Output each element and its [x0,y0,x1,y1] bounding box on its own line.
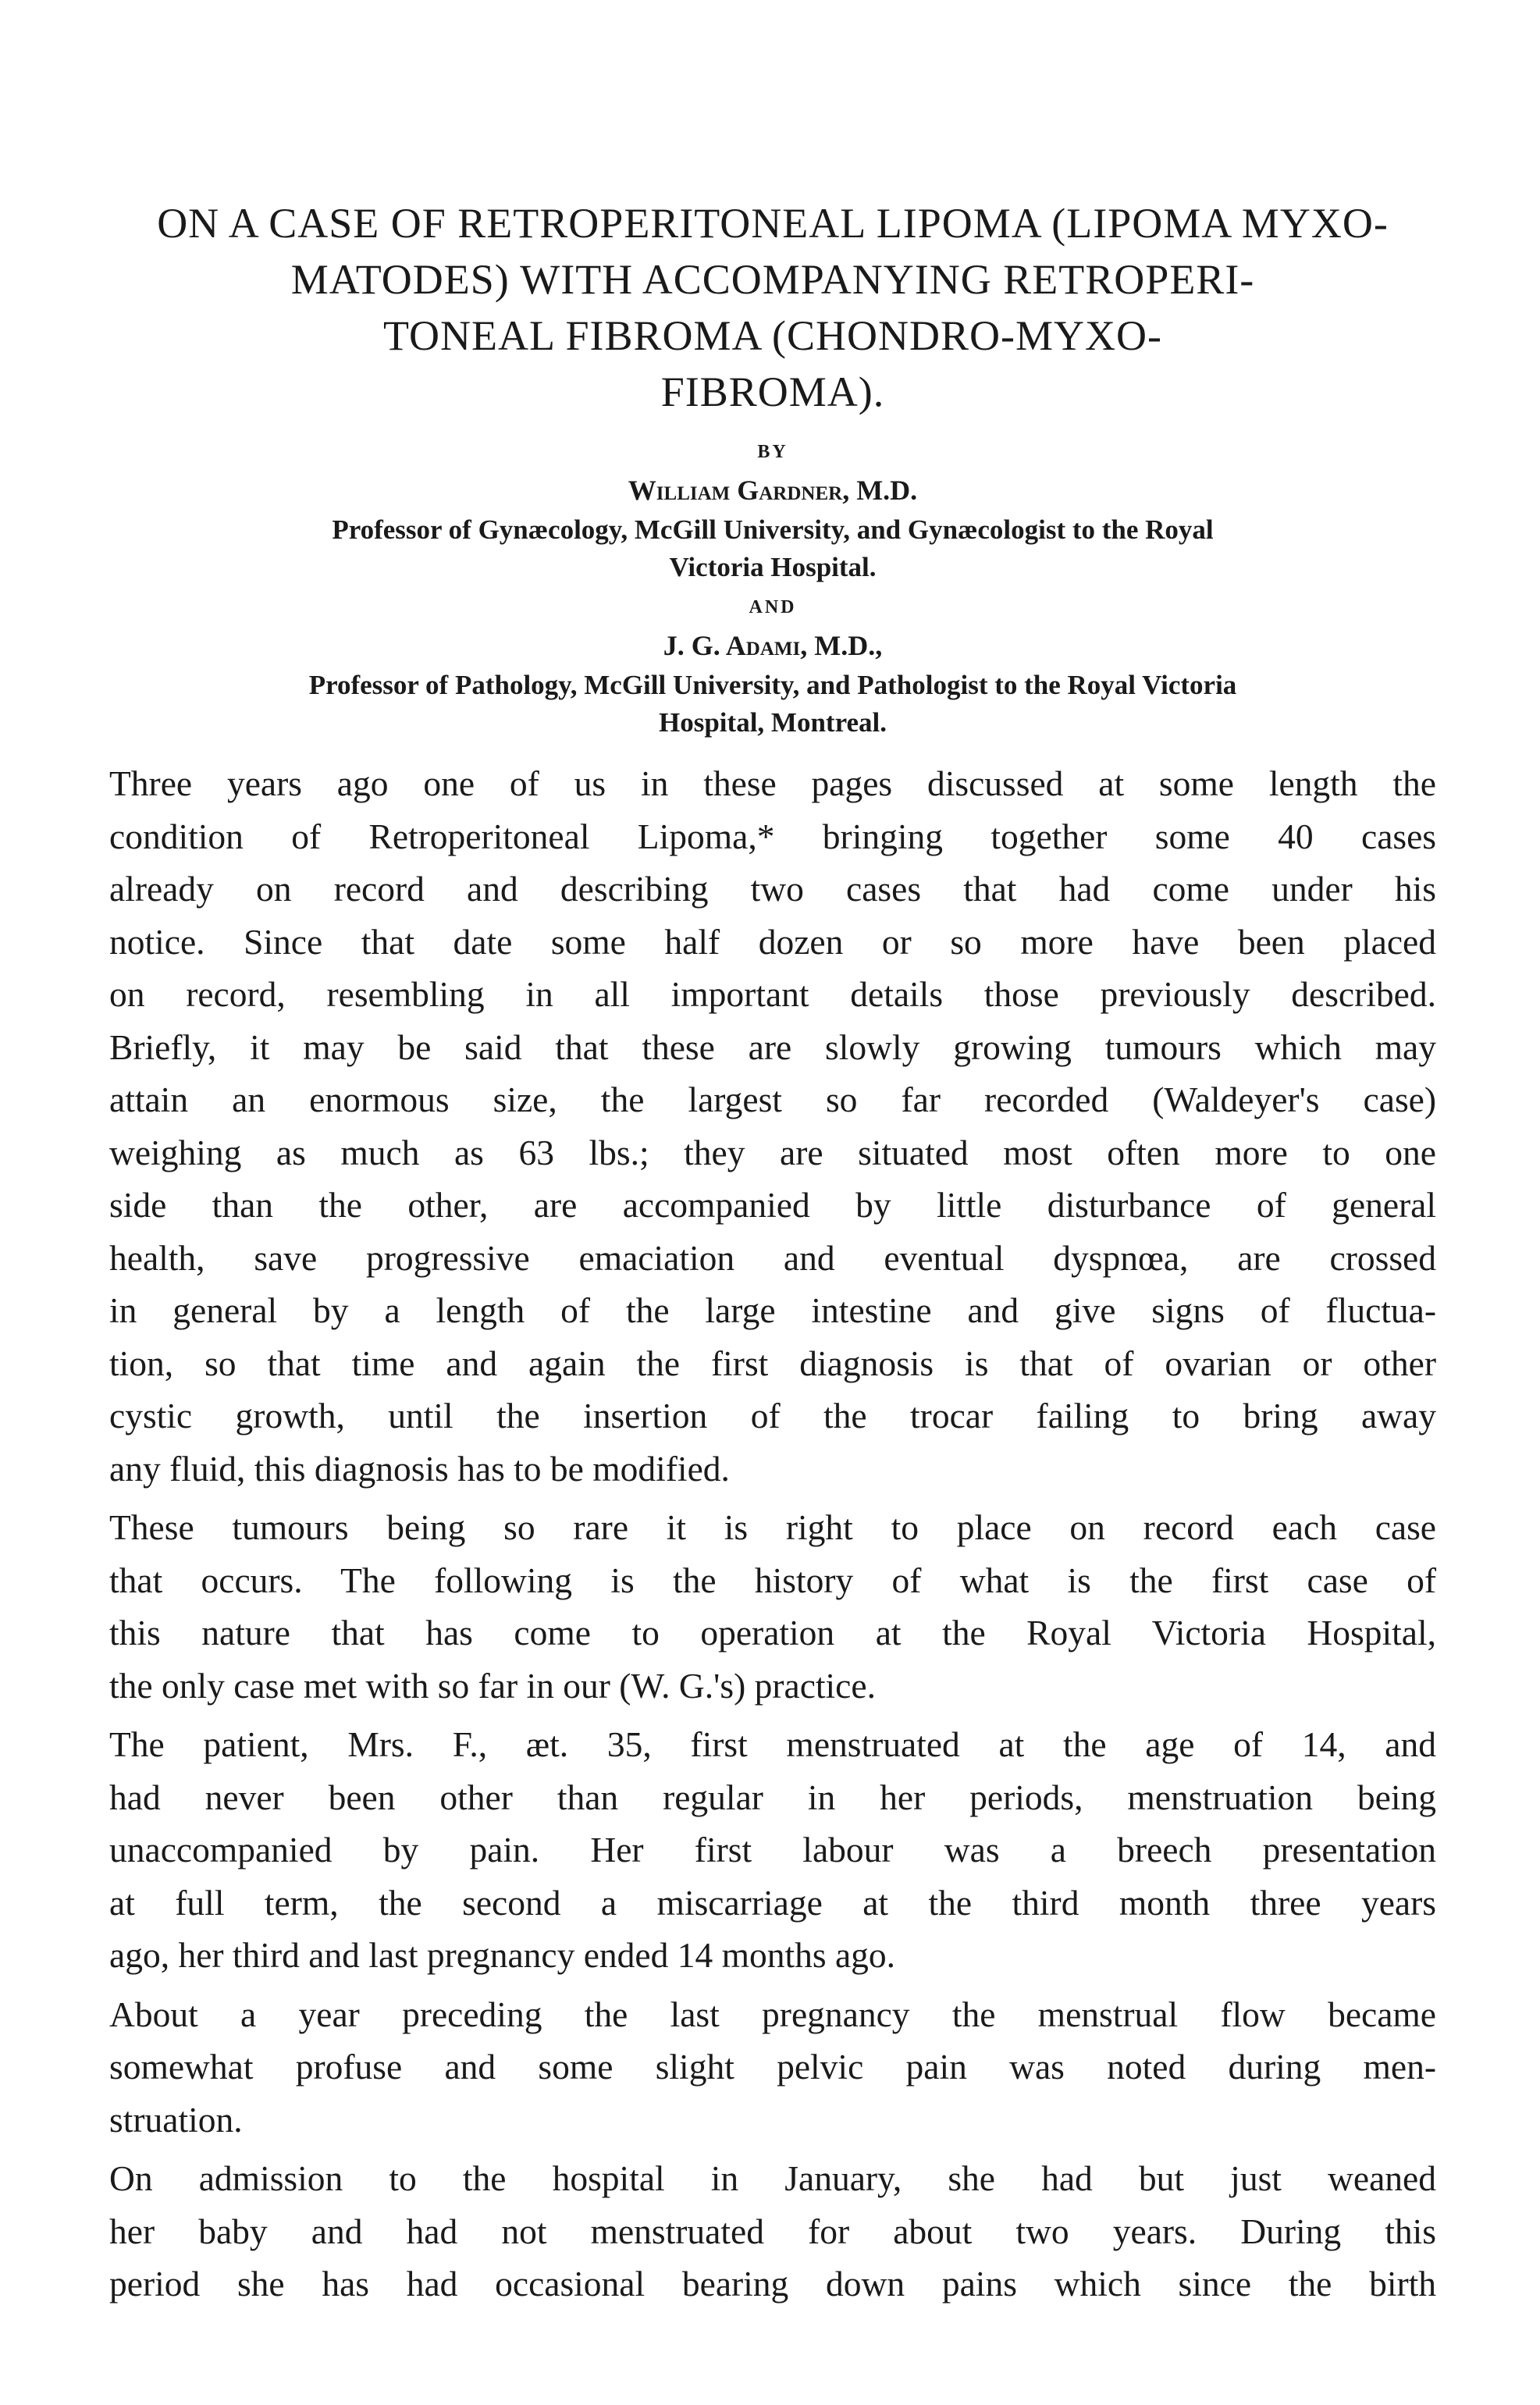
text-line: unaccompanied by pain. Her first labour was a breech presentation [109,1830,1436,1870]
affiliation-line: Hospital, Montreal. [659,707,887,738]
text-line: her baby and had not menstruated for about two years. During this [109,2211,1436,2251]
paragraph-1 [109,757,1436,1495]
text-line: health, save progressive emaciation and eventual dyspnœa, are crossed [109,1237,1436,1278]
text-line: attain an enormous size, the largest so far recorded (Waldeyer's case) [109,1080,1436,1119]
text-line: this nature that has come to operation at the Royal Victoria Hospital, [109,1613,1436,1653]
text-line: condition of Retroperitoneal Lipoma,* bringing together some 40 cases [109,816,1436,856]
article-body [109,757,1436,2311]
text-line: the only case met with so far in our (W. G.'s) practice. [109,1665,876,1706]
text-line: somewhat profuse and some slight pelvic pain was noted during men- [109,2047,1436,2087]
text-line: side than the other, are accompanied by little disturbance of general [109,1185,1436,1225]
text-line: in general by a length of the large intestine and give signs of fluctua- [109,1290,1436,1330]
affiliation-line: Professor of Gynæcology, McGill University, and Gynæcologist to the Royal [332,514,1214,545]
text-line: weighing as much as 63 lbs.; they are situated most often more to one [109,1132,1436,1172]
paragraph-4 [109,1988,1436,2147]
author-1-name: William Gardner, M.D. [628,475,918,506]
text-line: Briefly, it may be said that these are slowly growing tumours which may [109,1026,1436,1067]
text-line: had never been other than regular in her periods, menstruation being [109,1777,1436,1817]
title-line: MATODES) WITH ACCOMPANYING RETROPERI- [290,256,1255,303]
text-line: notice. Since that date some half dozen or so more have been placed [109,921,1436,962]
text-line: These tumours being so rare it is right to place on record each case [109,1507,1436,1547]
affiliation-line: Professor of Pathology, McGill University, and Pathologist to the Royal Victoria [308,670,1237,700]
text-line: already on record and describing two cases that had come under his [109,869,1436,909]
author-2-name: J. G. Adami, M.D., [663,630,883,661]
text-line: at full term, the second a miscarriage at the third month three years [109,1882,1436,1923]
text-line: About a year preceding the last pregnancy the menstrual flow became [109,1994,1436,2034]
and-label: AND [749,597,797,617]
text-line: The patient, Mrs. F., æt. 35, first menstruated at the age of 14, and [109,1724,1436,1764]
paragraph-3 [109,1718,1436,1982]
text-line: Three years ago one of us in these pages discussed at some length the [109,763,1436,803]
paragraph-2 [109,1501,1436,1712]
paragraph-5 [109,2152,1436,2311]
title-line: FIBROMA). [660,368,885,415]
article-page [109,195,1436,2317]
author-2-affiliation [109,667,1436,742]
author-1-affiliation [109,511,1436,586]
text-line: any fluid, this diagnosis has to be modified. [109,1448,730,1489]
text-line: period she has had occasional bearing down pains which since the birth [109,2264,1436,2304]
text-line: tion, so that time and again the first diagnosis is that of ovarian or other [109,1343,1436,1383]
by-label: BY [757,442,788,462]
article-title [109,195,1436,420]
text-line: on record, resembling in all important details those previously described. [109,974,1436,1014]
text-line: ago, her third and last pregnancy ended 14 months ago. [109,1935,896,1975]
text-line: struation. [109,2099,243,2140]
title-line: ON A CASE OF RETROPERITONEAL LIPOMA (LIPOMA MYXO- [157,200,1389,247]
affiliation-line: Victoria Hospital. [669,552,877,582]
text-line: On admission to the hospital in January, she had but just weaned [109,2158,1436,2198]
text-line: cystic growth, until the insertion of the trocar failing to bring away [109,1396,1436,1436]
text-line: that occurs. The following is the history of what is the first case of [109,1560,1436,1600]
title-line: TONEAL FIBROMA (CHONDRO-MYXO- [382,312,1163,359]
